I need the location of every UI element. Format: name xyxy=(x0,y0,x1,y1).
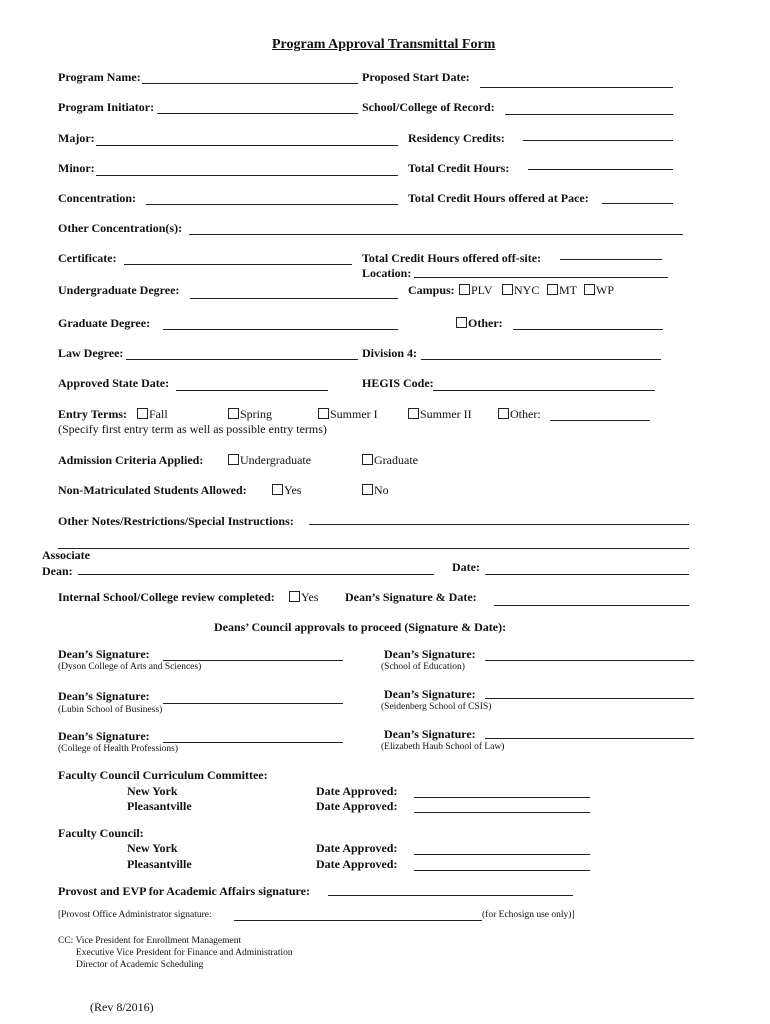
dean-school-education: (School of Education) xyxy=(381,662,465,672)
checkbox[interactable] xyxy=(272,484,283,495)
residency-credits-label: Residency Credits: xyxy=(408,131,505,145)
program-name-label: Program Name: xyxy=(58,70,141,84)
entry-term-summer1-option[interactable] xyxy=(318,407,378,422)
dean-signature-label: Dean’s Signature: xyxy=(384,647,476,661)
campus-wp-option[interactable] xyxy=(584,283,614,298)
option-label: Summer I xyxy=(330,407,378,421)
hegis-code-field[interactable] xyxy=(433,390,655,391)
checkbox[interactable] xyxy=(547,284,558,295)
option-label: Yes xyxy=(301,590,319,604)
option-label: PLV xyxy=(471,283,493,297)
other-notes-field[interactable] xyxy=(309,524,689,525)
faculty-curriculum-heading: Faculty Council Curriculum Committee: xyxy=(58,768,268,782)
internal-review-sig-field[interactable] xyxy=(494,605,689,606)
dean-signature-seidenberg-field[interactable] xyxy=(485,698,694,699)
minor-label: Minor: xyxy=(58,161,95,175)
checkbox[interactable] xyxy=(228,454,239,465)
total-credit-hours-label: Total Credit Hours: xyxy=(408,161,510,175)
provost-admin-suffix: (for Echosign use only)] xyxy=(482,910,575,920)
checkbox[interactable] xyxy=(289,591,300,602)
associate-dean-label-line2: Dean: xyxy=(42,564,73,578)
dean-signature-lubin-field[interactable] xyxy=(163,703,343,704)
deans-council-heading: Deans’ Council approvals to proceed (Signature & Date): xyxy=(214,620,507,634)
option-label: Yes xyxy=(284,483,302,497)
admission-criteria-label: Admission Criteria Applied: xyxy=(58,453,204,467)
associate-dean-label-line1: Associate xyxy=(42,548,90,562)
faculty-curriculum-campus-plv: Pleasantville xyxy=(127,799,192,813)
checkbox[interactable] xyxy=(362,484,373,495)
campus-label: Campus: xyxy=(408,283,455,297)
campus-other-option[interactable] xyxy=(456,316,503,331)
date-approved-label: Date Approved: xyxy=(316,784,398,798)
entry-term-fall-option[interactable] xyxy=(137,407,168,422)
internal-review-sig-label: Dean’s Signature & Date: xyxy=(345,590,477,604)
other-notes-field-line2[interactable] xyxy=(58,548,689,549)
dean-school-dyson: (Dyson College of Arts and Sciences) xyxy=(58,662,202,672)
campus-other-field[interactable] xyxy=(513,329,663,330)
campus-nyc-option[interactable] xyxy=(502,283,539,298)
location-field[interactable] xyxy=(414,277,668,278)
entry-terms-label: Entry Terms: xyxy=(58,407,127,421)
cc-line1: CC: Vice President for Enrollment Management xyxy=(58,936,242,946)
form-title: Program Approval Transmittal Form xyxy=(272,37,496,52)
checkbox[interactable] xyxy=(456,317,467,328)
dean-signature-label: Dean’s Signature: xyxy=(58,647,150,661)
concentration-field[interactable] xyxy=(146,204,398,205)
school-record-label: School/College of Record: xyxy=(362,100,495,114)
checkbox[interactable] xyxy=(502,284,513,295)
checkbox[interactable] xyxy=(362,454,373,465)
minor-field[interactable] xyxy=(96,175,398,176)
credit-hours-offsite-label: Total Credit Hours offered off-site: xyxy=(362,251,542,265)
proposed-start-label: Proposed Start Date: xyxy=(362,70,470,84)
faculty-council-campus-ny: New York xyxy=(127,841,178,855)
division4-field[interactable] xyxy=(421,359,661,360)
credit-hours-pace-label: Total Credit Hours offered at Pace: xyxy=(408,191,589,205)
checkbox[interactable] xyxy=(498,408,509,419)
campus-plv-option[interactable] xyxy=(459,283,493,298)
dean-signature-label: Dean’s Signature: xyxy=(58,689,150,703)
dean-school-lubin: (Lubin School of Business) xyxy=(58,705,163,715)
undergraduate-degree-field[interactable] xyxy=(190,298,398,299)
program-initiator-label: Program Initiator: xyxy=(58,100,155,114)
associate-dean-date-label: Date: xyxy=(452,560,480,574)
division4-label: Division 4: xyxy=(362,346,418,360)
dean-school-seidenberg: (Seidenberg School of CSIS) xyxy=(381,702,492,712)
program-name-field[interactable] xyxy=(142,83,358,84)
entry-term-other-field[interactable] xyxy=(550,420,650,421)
option-label: NYC xyxy=(514,283,540,297)
approved-state-date-field[interactable] xyxy=(176,390,328,391)
option-label: No xyxy=(374,483,389,497)
option-label: WP xyxy=(596,283,614,297)
undergraduate-degree-label: Undergraduate Degree: xyxy=(58,283,180,297)
graduate-degree-field[interactable] xyxy=(163,329,398,330)
major-label: Major: xyxy=(58,131,95,145)
other-concentrations-field[interactable] xyxy=(189,234,683,235)
internal-review-yes-option[interactable] xyxy=(289,590,318,605)
major-field[interactable] xyxy=(96,145,398,146)
admission-undergraduate-option[interactable] xyxy=(228,453,311,468)
checkbox[interactable] xyxy=(318,408,329,419)
school-record-field[interactable] xyxy=(505,114,673,115)
internal-review-label: Internal School/College review completed: xyxy=(58,590,275,604)
faculty-curriculum-plv-date-field[interactable] xyxy=(414,812,590,813)
total-credit-hours-field[interactable] xyxy=(528,169,673,170)
provost-admin-field[interactable] xyxy=(234,920,482,921)
location-label: Location: xyxy=(362,266,412,280)
faculty-council-campus-plv: Pleasantville xyxy=(127,857,192,871)
associate-dean-field[interactable] xyxy=(78,574,434,575)
dean-signature-label: Dean’s Signature: xyxy=(384,687,476,701)
option-label: Fall xyxy=(149,407,168,421)
cc-line2: Executive Vice President for Finance and Administration xyxy=(76,948,293,958)
graduate-degree-label: Graduate Degree: xyxy=(58,316,151,330)
campus-mt-option[interactable] xyxy=(547,283,577,298)
dean-school-health: (College of Health Professions) xyxy=(58,744,179,754)
cc-line3: Director of Academic Scheduling xyxy=(76,960,204,970)
checkbox[interactable] xyxy=(584,284,595,295)
other-concentrations-label: Other Concentration(s): xyxy=(58,221,183,235)
non-matriculated-yes-option[interactable] xyxy=(272,483,301,498)
option-label: MT xyxy=(559,283,577,297)
proposed-start-field[interactable] xyxy=(480,87,673,88)
law-degree-field[interactable] xyxy=(126,359,358,360)
checkbox[interactable] xyxy=(408,408,419,419)
dean-signature-education-field[interactable] xyxy=(485,660,694,661)
certificate-label: Certificate: xyxy=(58,251,117,265)
entry-term-other-option[interactable] xyxy=(498,407,541,422)
certificate-field[interactable] xyxy=(124,264,352,265)
option-label: Spring xyxy=(240,407,273,421)
checkbox[interactable] xyxy=(459,284,470,295)
provost-signature-field[interactable] xyxy=(328,895,573,896)
date-approved-label: Date Approved: xyxy=(316,799,398,813)
residency-credits-field[interactable] xyxy=(523,140,673,141)
option-label: Summer II xyxy=(420,407,472,421)
dean-signature-dyson-field[interactable] xyxy=(163,660,343,661)
other-notes-label: Other Notes/Restrictions/Special Instructions: xyxy=(58,514,294,528)
approved-state-date-label: Approved State Date: xyxy=(58,376,170,390)
revision-note: (Rev 8/2016) xyxy=(90,1000,154,1014)
credit-hours-offsite-field[interactable] xyxy=(560,259,662,260)
entry-term-spring-option[interactable] xyxy=(228,407,272,422)
program-initiator-field[interactable] xyxy=(157,113,358,114)
dean-school-law: (Elizabeth Haub School of Law) xyxy=(381,742,505,752)
dean-signature-label: Dean’s Signature: xyxy=(58,729,150,743)
non-matriculated-label: Non-Matriculated Students Allowed: xyxy=(58,483,247,497)
option-label: Other: xyxy=(468,316,503,330)
credit-hours-pace-field[interactable] xyxy=(602,203,673,204)
option-label: Graduate xyxy=(374,453,418,467)
option-label: Undergraduate xyxy=(240,453,312,467)
dean-signature-label: Dean’s Signature: xyxy=(384,727,476,741)
date-approved-label: Date Approved: xyxy=(316,857,398,871)
entry-term-summer2-option[interactable] xyxy=(408,407,472,422)
dean-signature-health-field[interactable] xyxy=(163,742,343,743)
law-degree-label: Law Degree: xyxy=(58,346,124,360)
faculty-council-plv-date-field[interactable] xyxy=(414,870,590,871)
checkbox[interactable] xyxy=(137,408,148,419)
provost-signature-label: Provost and EVP for Academic Affairs signature: xyxy=(58,884,310,898)
dean-signature-law-field[interactable] xyxy=(485,738,694,739)
date-approved-label: Date Approved: xyxy=(316,841,398,855)
option-label: Other: xyxy=(510,407,541,421)
provost-admin-label: [Provost Office Administrator signature: xyxy=(58,910,212,920)
admission-graduate-option[interactable] xyxy=(362,453,418,468)
associate-dean-date-field[interactable] xyxy=(485,574,689,575)
concentration-label: Concentration: xyxy=(58,191,136,205)
faculty-curriculum-ny-date-field[interactable] xyxy=(414,797,590,798)
faculty-council-ny-date-field[interactable] xyxy=(414,854,590,855)
faculty-curriculum-campus-ny: New York xyxy=(127,784,178,798)
faculty-council-heading: Faculty Council: xyxy=(58,826,144,840)
hegis-code-label: HEGIS Code: xyxy=(362,376,434,390)
checkbox[interactable] xyxy=(228,408,239,419)
entry-terms-note: (Specify first entry term as well as possible entry terms) xyxy=(58,422,327,436)
non-matriculated-no-option[interactable] xyxy=(362,483,389,498)
